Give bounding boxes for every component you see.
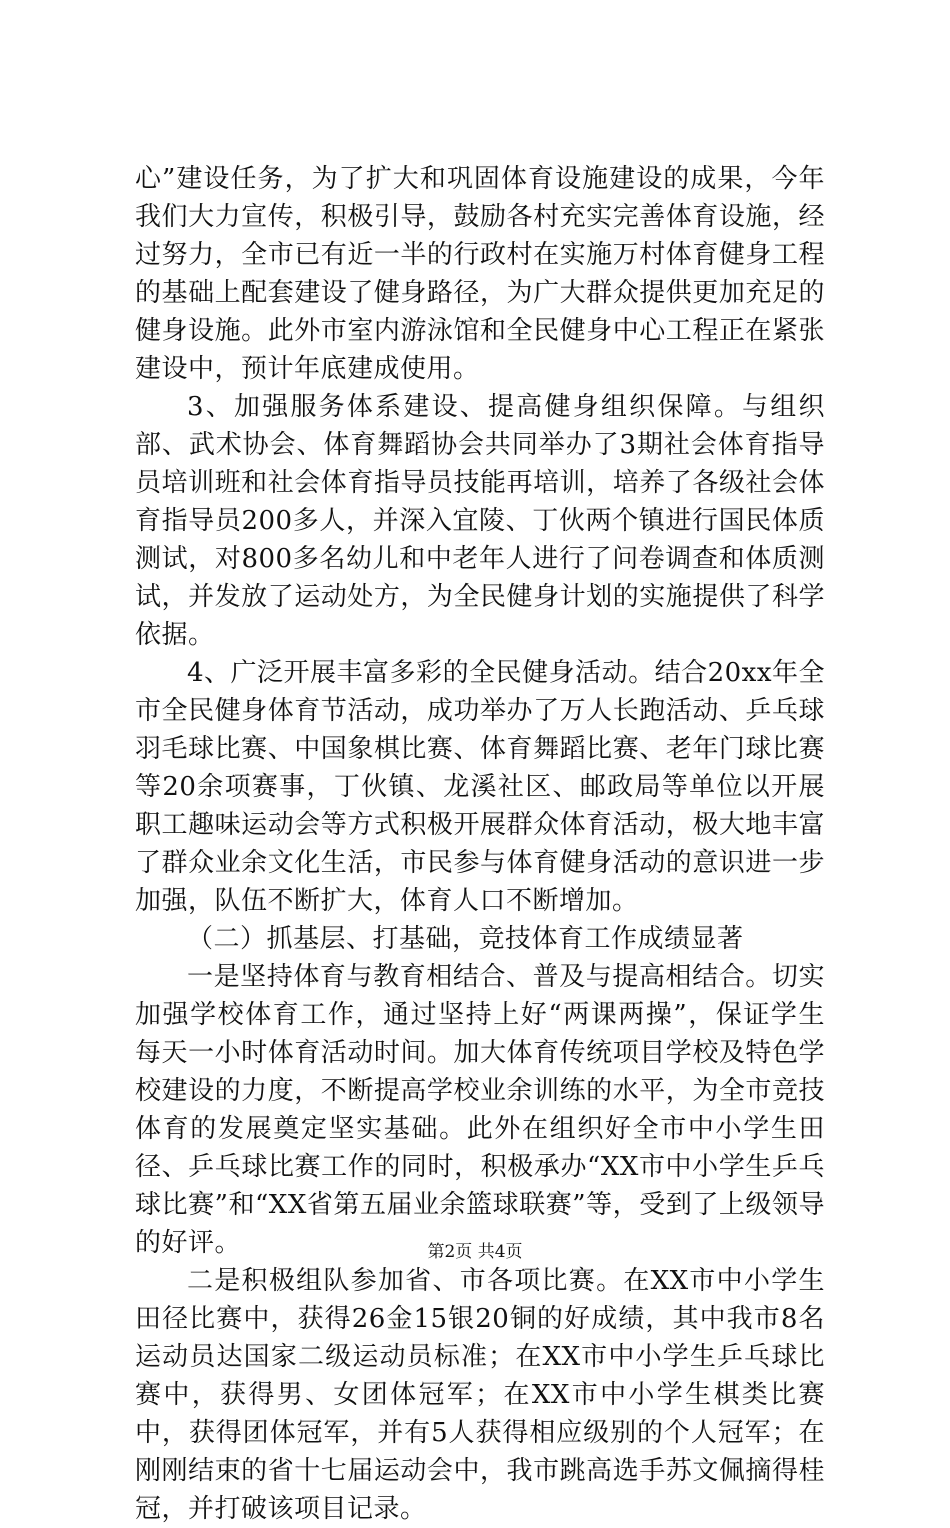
section-heading-competitive-sports: （二）抓基层、打基础，竞技体育工作成绩显著 [187,924,744,954]
document-body [135,160,825,1528]
paragraph-fitness-activities: 4、广泛开展丰富多彩的全民健身活动。结合20xx年全市全民健身体育节活动，成功举办了万人长跑活动、乒乓球羽毛球比赛、中国象棋比赛、体育舞蹈比赛、老年门球比赛等20余项赛事，丁伙镇、龙溪社区、邮政局等单位以开展职工趣味运动会等方式积极开展群众体育活动，极大地丰富了群众业余文化生活，市民参与体育健身活动的意识进一步加强，队伍不断扩大，体育人口不断增加。 [135,658,825,916]
paragraph-service-system: 3、加强服务体系建设、提高健身组织保障。与组织部、武术协会、体育舞蹈协会共同举办了3期社会体育指导员培训班和社会体育指导员技能再培训，培养了各级社会体育指导员200多人，并深入宜陵、丁伙两个镇进行国民体质测试，对800多名幼儿和中老年人进行了问卷调查和体质测试，并发放了运动处方，为全民健身计划的实施提供了科学依据。 [135,392,825,650]
page-footer [0,1240,950,1264]
page-number-label: 第2页 共4页 [427,1242,523,1262]
paragraph-school-sports: 一是坚持体育与教育相结合、普及与提高相结合。切实加强学校体育工作，通过坚持上好“两课两操”，保证学生每天一小时体育活动时间。加大体育传统项目学校及特色学校建设的力度，不断提高学校业余训练的水平，为全市竞技体育的发展奠定坚实基础。此外在组织好全市中小学生田径、乒乓球比赛工作的同时，积极承办“XX市中小学生乒乓球比赛”和“XX省第五届业余篮球联赛”等，受到了上级领导的好评。 [135,962,825,1258]
paragraph-facilities: 心”建设任务，为了扩大和巩固体育设施建设的成果，今年我们大力宣传，积极引导，鼓励各村充实完善体育设施，经过努力，全市已有近一半的行政村在实施万村体育健身工程的基础上配套建设了健身路径，为广大群众提供更加充足的健身设施。此外市室内游泳馆和全民健身中心工程正在紧张建设中，预计年底建成使用。 [135,164,825,384]
paragraph-competitions: 二是积极组队参加省、市各项比赛。在XX市中小学生田径比赛中，获得26金15银20铜的好成绩，其中我市8名运动员达国家二级运动员标准；在XX市中小学生乒乓球比赛中，获得男、女团体冠军；在XX市中小学生棋类比赛中，获得团体冠军，并有5人获得相应级别的个人冠军；在刚刚结束的省十七届运动会中，我市跳高选手苏文佩摘得桂冠，并打破该项目记录。 [135,1266,825,1524]
